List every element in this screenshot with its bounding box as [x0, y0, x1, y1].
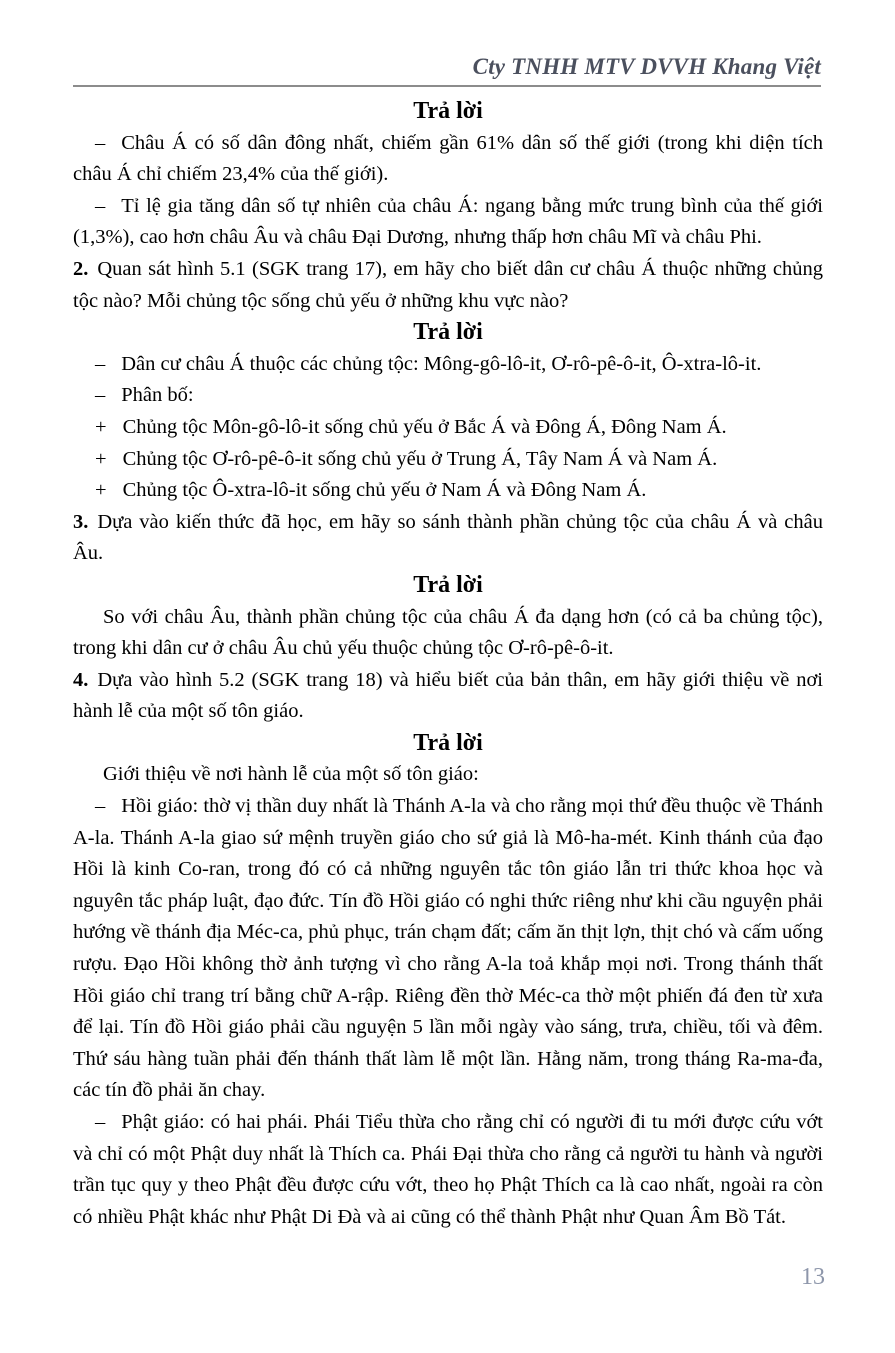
list-marker: –	[95, 194, 106, 217]
answer-heading-label: Trả lời	[413, 98, 483, 124]
answer-heading-label: Trả lời	[413, 729, 483, 756]
paragraph	[73, 759, 823, 791]
list-marker: –	[95, 352, 106, 375]
paragraph	[73, 791, 823, 1107]
numbered-paragraph	[73, 665, 823, 728]
answer-heading-label: Trả lời	[413, 571, 483, 598]
paragraph	[73, 475, 823, 507]
page-header	[73, 54, 821, 87]
list-marker: +	[95, 479, 107, 502]
paragraph	[73, 380, 823, 412]
answer-heading	[73, 317, 823, 349]
paragraph-text: Phân bố:	[121, 384, 194, 407]
paragraph	[73, 128, 823, 191]
list-marker: –	[95, 384, 106, 407]
paragraph-text: Chủng tộc Ô-xtra-lô-it sống chủ yếu ở Nam Á và Đông Nam Á.	[122, 479, 647, 502]
publisher-name: Cty TNHH MTV DVVH Khang Việt	[472, 54, 821, 79]
paragraph-text: Dựa vào kiến thức đã học, em hãy so sánh thành phần chủng tộc của châu Á và châu Âu.	[73, 510, 823, 565]
document-body	[73, 96, 823, 1233]
list-marker: –	[95, 131, 106, 154]
paragraph	[73, 191, 823, 254]
question-number: 4.	[73, 668, 89, 691]
paragraph	[73, 602, 823, 665]
paragraph-text: Châu Á có số dân đông nhất, chiếm gần 61% dân số thế giới (trong khi diện tích châu Á chỉ chiếm 23,4% của thế giới).	[73, 131, 823, 186]
paragraph-text: Dân cư châu Á thuộc các chủng tộc: Mông-gô-lô-it, Ơ-rô-pê-ô-it, Ô-xtra-lô-it.	[121, 352, 762, 375]
answer-heading	[73, 96, 823, 128]
numbered-paragraph	[73, 254, 823, 317]
list-marker: –	[95, 1111, 106, 1133]
question-number: 2.	[73, 257, 89, 280]
paragraph-text: Phật giáo: có hai phái. Phái Tiểu thừa cho rằng chỉ có người đi tu mới được cứu vớt và chỉ có một Phật duy nhất là Thích ca. Phái Đại thừa cho rằng cả người tu hành và người trần tục quy y theo Phật đều được cứu vớt, theo họ Phật Thích ca là cao nhất, ngoài ra còn có nhiều Phật khác như Phật Di Đà và ai cũng có thể thành Phật như Quan Âm Bồ Tát.	[73, 1111, 823, 1228]
paragraph	[73, 444, 823, 476]
paragraph-text: Chủng tộc Môn-gô-lô-it sống chủ yếu ở Bắc Á và Đông Á, Đông Nam Á.	[122, 415, 727, 438]
answer-heading	[73, 570, 823, 602]
answer-heading-label: Trả lời	[413, 319, 483, 346]
list-marker: –	[95, 795, 106, 818]
paragraph-text: Dựa vào hình 5.2 (SGK trang 18) và hiểu biết của bản thân, em hãy giới thiệu về nơi hành lễ của một số tôn giáo.	[73, 668, 823, 723]
question-number: 3.	[73, 510, 89, 533]
paragraph-text: Quan sát hình 5.1 (SGK trang 17), em hãy cho biết dân cư châu Á thuộc những chủng tộc nào? Mỗi chủng tộc sống chủ yếu ở những khu vực nào?	[73, 257, 823, 312]
paragraph	[73, 1107, 823, 1233]
paragraph-text: Hồi giáo: thờ vị thần duy nhất là Thánh A-la và cho rằng mọi thứ đều thuộc về Thánh A-la. Thánh A-la giao sứ mệnh truyền giáo cho sứ giả là Mô-ha-mét. Kinh thánh của đạo Hồi là kinh Co-ran, trong đó có cả những nguyên tắc tôn giáo lẫn tri thức khoa học và nguyên tắc pháp luật, đạo đức. Tín đồ Hồi giáo có nghi thức riêng như khi cầu nguyện phải hướng về thánh địa Méc-ca, phủ phục, trán chạm đất; cấm ăn thịt lợn, thịt chó và cấm uống rượu. Đạo Hồi không thờ ảnh tượng vì cho rằng A-la toả khắp mọi nơi. Trong thánh thất Hồi giáo chỉ trang trí bằng chữ A-rập. Riêng đền thờ Méc-ca thờ một phiến đá đen từ xưa để lại. Tín đồ Hồi giáo phải cầu nguyện 5 lần mỗi ngày vào sáng, trưa, chiều, tối và đêm. Thứ sáu hàng tuần phải đến thánh thất làm lễ một lần. Hằng năm, trong tháng Ra-ma-đa, các tín đồ phải ăn chay.	[73, 795, 823, 1102]
numbered-paragraph	[73, 507, 823, 570]
list-marker: +	[95, 415, 107, 438]
paragraph	[73, 412, 823, 444]
paragraph-text: Tỉ lệ gia tăng dân số tự nhiên của châu Á: ngang bằng mức trung bình của thế giới (1,3%), cao hơn châu Âu và châu Đại Dương, nhưng thấp hơn châu Mĩ và châu Phi.	[73, 194, 823, 249]
answer-heading	[73, 728, 823, 760]
paragraph-text: Chủng tộc Ơ-rô-pê-ô-it sống chủ yếu ở Trung Á, Tây Nam Á và Nam Á.	[122, 447, 718, 470]
page-number: 13	[801, 1264, 825, 1290]
paragraph	[73, 349, 823, 381]
paragraph-text: So với châu Âu, thành phần chủng tộc của châu Á đa dạng hơn (có cả ba chủng tộc), trong khi dân cư ở châu Âu chủ yếu thuộc chủng tộc Ơ-rô-pê-ô-it.	[73, 605, 823, 660]
paragraph-text: Giới thiệu về nơi hành lễ của một số tôn giáo:	[103, 763, 479, 786]
list-marker: +	[95, 447, 107, 470]
